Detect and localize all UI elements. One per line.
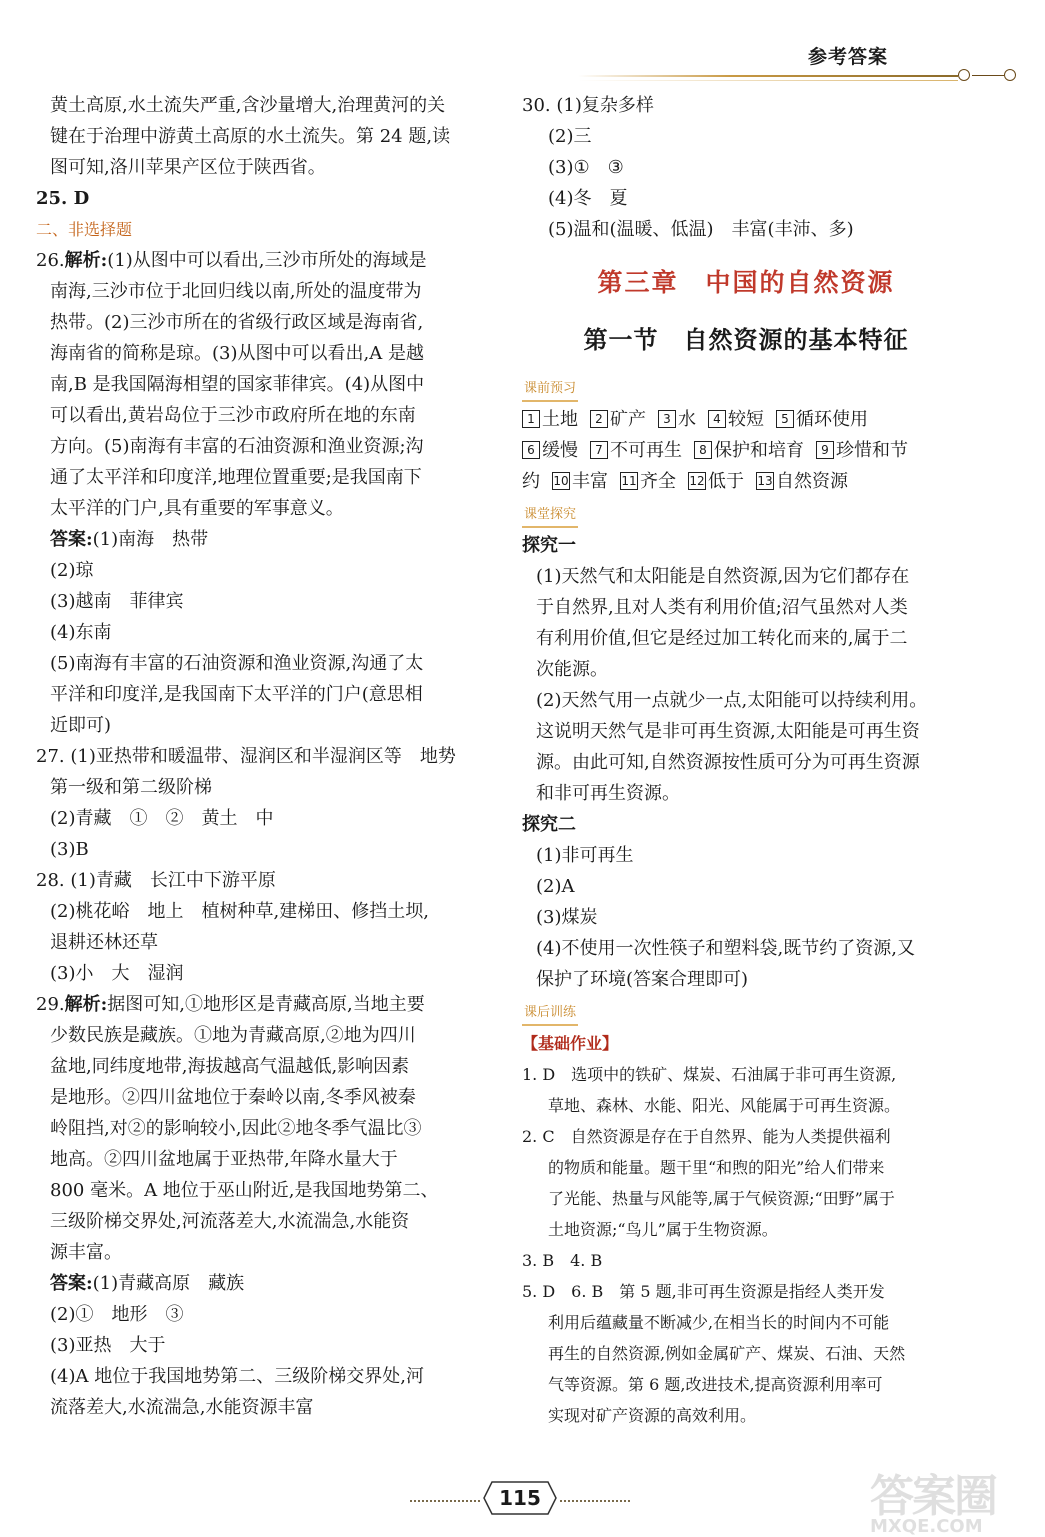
preview-item: 1 土地 — [522, 409, 578, 430]
text-line: 5. D 6. B 第 5 题,非可再生资源是指经人类开发 — [522, 1282, 885, 1301]
preview-item: 6 缓慢 — [522, 440, 578, 461]
tag-preview: 课前预习 — [522, 378, 578, 402]
text-line: 源。由此可知,自然资源按性质可分为可再生资源 — [536, 752, 920, 773]
text-line: 岭阻挡,对②的影响较小,因此②地冬季气温比③ — [50, 1118, 422, 1139]
section-title: 第一节 自然资源的基本特征 — [583, 325, 909, 354]
text-line: (2)琼 — [50, 560, 94, 581]
text-line: (3)越南 菲律宾 — [50, 591, 184, 612]
footer-dots — [410, 1500, 480, 1502]
text-line: 南,B 是我国隔海相望的国家菲律宾。(4)从图中 — [50, 374, 425, 395]
section-label: 二、非选择题 — [36, 220, 133, 239]
text-line: 南海,三沙市位于北回归线以南,所处的温度带为 — [50, 281, 422, 302]
explore-1-heading: 探究一 — [522, 535, 576, 556]
text-line: 地高。②四川盆地属于亚热带,年降水量大于 — [50, 1149, 398, 1170]
header-title: 参考答案 — [808, 46, 889, 68]
text-line: 可以看出,黄岩岛位于三沙市政府所在地的东南 — [50, 405, 416, 426]
text-line: 和非可再生资源。 — [536, 783, 680, 804]
preview-item: 5 循环使用 — [776, 409, 868, 430]
text-line: (2)三 — [548, 126, 592, 147]
text-line: 退耕还林还草 — [50, 932, 158, 953]
text-line: 了光能、热量与风能等,属于气候资源;“田野”属于 — [548, 1189, 895, 1208]
text-line: 1. D 选项中的铁矿、煤炭、石油属于非可再生资源, — [522, 1065, 897, 1084]
text-line: 源丰富。 — [50, 1242, 122, 1263]
basic-homework-label: 【基础作业】 — [522, 1034, 619, 1053]
text-line: 键在于治理中游黄土高原的水土流失。第 24 题,读 — [50, 126, 451, 147]
text-line: 黄土高原,水土流失严重,含沙量增大,治理黄河的关 — [50, 95, 446, 116]
page-number: 115 — [482, 1480, 558, 1516]
text-line: 三级阶梯交界处,河流落差大,水流湍急,水能资 — [50, 1211, 410, 1232]
text-line: 图可知,洛川苹果产区位于陕西省。 — [50, 157, 326, 178]
header-rule-thin — [578, 80, 958, 81]
footer-dots — [560, 1500, 630, 1502]
preview-item: 4 较短 — [708, 409, 764, 430]
text-line: 这说明天然气是非可再生资源,太阳能是可再生资 — [536, 721, 920, 742]
answer-25: 25. D — [36, 188, 90, 209]
preview-row — [522, 466, 970, 497]
text-line: 27. (1)亚热带和暖温带、湿润区和半湿润区等 地势 — [36, 746, 456, 767]
preview-item: 8 保护和培育 — [694, 440, 804, 461]
text-line: (4)东南 — [50, 622, 112, 643]
preview-item: 3 水 — [658, 409, 696, 430]
text-line: 实现对矿产资源的高效利用。 — [548, 1406, 757, 1425]
text-line: 2. C 自然资源是存在于自然界、能为人类提供福利 — [522, 1127, 891, 1146]
q26-first-line: 26.解析:(1)从图中可以看出,三沙市所处的海域是 — [36, 250, 427, 271]
text-line: 盆地,同纬度地带,海拔越高气温越低,影响因素 — [50, 1056, 410, 1077]
preview-item: 9 珍惜和节 — [816, 440, 908, 461]
left-column — [36, 90, 484, 1423]
preview-item: 10 丰富 — [553, 471, 608, 492]
preview-item: 12 低于 — [689, 471, 744, 492]
text-line: (5)温和(温暖、低温) 丰富(丰沛、多) — [548, 219, 854, 240]
preview-row — [522, 404, 970, 435]
text-line: 28. (1)青藏 长江中下游平原 — [36, 870, 276, 891]
text-line: 热带。(2)三沙市所在的省级行政区域是海南省, — [50, 312, 424, 333]
text-line: 土地资源;“鸟儿”属于生物资源。 — [548, 1220, 778, 1239]
right-column — [522, 90, 970, 1431]
q26-answer-line: 答案:(1)南海 热带 — [50, 529, 209, 550]
text-line: 保护了环境(答案合理即可) — [536, 969, 749, 990]
text-line: 利用后蕴藏量不断减少,在相当长的时间内不可能 — [548, 1313, 890, 1332]
text-line: 太平洋的门户,具有重要的军事意义。 — [50, 498, 344, 519]
header-circle-icon — [958, 69, 970, 81]
text-line: (2)青藏 ① ② 黄土 中 — [50, 808, 274, 829]
text-line: 3. B 4. B — [522, 1251, 603, 1270]
text-line: 30. (1)复杂多样 — [522, 95, 654, 116]
q29-answer-line: 答案:(1)青藏高原 藏族 — [50, 1273, 245, 1294]
text-line: (3)① ③ — [548, 157, 624, 178]
text-line: (3)B — [50, 839, 89, 860]
header-rule — [578, 75, 958, 77]
text-line: 通了太平洋和印度洋,地理位置重要;是我国南下 — [50, 467, 422, 488]
preview-wrap: 约 — [522, 471, 540, 492]
preview-item: 11 齐全 — [621, 471, 676, 492]
text-line: 海南省的简称是琼。(3)从图中可以看出,A 是越 — [50, 343, 424, 364]
text-line: 草地、森林、水能、阳光、风能属于可再生资源。 — [548, 1096, 901, 1115]
q29-first-line: 29.解析:据图可知,①地形区是青藏高原,当地主要 — [36, 994, 425, 1015]
text-line: 是地形。②四川盆地位于秦岭以南,冬季风被秦 — [50, 1087, 416, 1108]
text-line: (4)A 地位于我国地势第二、三级阶梯交界处,河 — [50, 1366, 424, 1387]
text-line: 近即可) — [50, 715, 112, 736]
text-line: (2)桃花峪 地上 植树种草,建梯田、修挡土坝, — [50, 901, 429, 922]
preview-item: 2 矿产 — [590, 409, 646, 430]
text-line: (4)冬 夏 — [548, 188, 628, 209]
text-line: 再生的自然资源,例如金属矿产、煤炭、石油、天然 — [548, 1344, 906, 1363]
text-line: (2)A — [536, 876, 575, 897]
text-line: 平洋和印度洋,是我国南下太平洋的门户(意思相 — [50, 684, 423, 705]
text-line: (5)南海有丰富的石油资源和渔业资源,沟通了太 — [50, 653, 424, 674]
page-footer — [410, 1478, 630, 1518]
text-line: 第一级和第二级阶梯 — [50, 777, 212, 798]
preview-item: 13 自然资源 — [757, 471, 848, 492]
text-line: (3)小 大 湿润 — [50, 963, 184, 984]
text-line: (4)不使用一次性筷子和塑料袋,既节约了资源,又 — [536, 938, 915, 959]
preview-item: 7 不可再生 — [590, 440, 682, 461]
text-line: 有利用价值,但它是经过加工转化而来的,属于二 — [536, 628, 908, 649]
text-line: 800 毫米。A 地位于巫山附近,是我国地势第二、 — [50, 1180, 439, 1201]
text-line: (3)煤炭 — [536, 907, 598, 928]
header-connector — [972, 75, 1004, 76]
text-line: 气等资源。第 6 题,改进技术,提高资源利用率可 — [548, 1375, 883, 1394]
text-line: 流落差大,水流湍急,水能资源丰富 — [50, 1397, 314, 1418]
text-line: (3)亚热 大于 — [50, 1335, 166, 1356]
text-line: 方向。(5)南海有丰富的石油资源和渔业资源;沟 — [50, 436, 424, 457]
text-line: 次能源。 — [536, 659, 608, 680]
text-line: (1)非可再生 — [536, 845, 634, 866]
text-line: 于自然界,且对人类有利用价值;沼气虽然对人类 — [536, 597, 908, 618]
tag-class: 课堂探究 — [522, 504, 578, 528]
page-header — [578, 42, 1018, 90]
tag-after-class: 课后训练 — [522, 1002, 578, 1026]
text-line: 少数民族是藏族。①地为青藏高原,②地为四川 — [50, 1025, 416, 1046]
chapter-title: 第三章 中国的自然资源 — [597, 268, 895, 297]
text-line: (2)天然气用一点就少一点,太阳能可以持续利用。 — [536, 690, 928, 711]
watermark-logo: 答案圈 MXQE.COM — [870, 1471, 996, 1537]
header-circle-icon — [1004, 69, 1016, 81]
text-line: 的物质和能量。题干里“和煦的阳光”给人们带来 — [548, 1158, 885, 1177]
preview-row — [522, 435, 970, 466]
text-line: (1)天然气和太阳能是自然资源,因为它们都存在 — [536, 566, 910, 587]
text-line: (2)① 地形 ③ — [50, 1304, 184, 1325]
explore-2-heading: 探究二 — [522, 814, 576, 835]
